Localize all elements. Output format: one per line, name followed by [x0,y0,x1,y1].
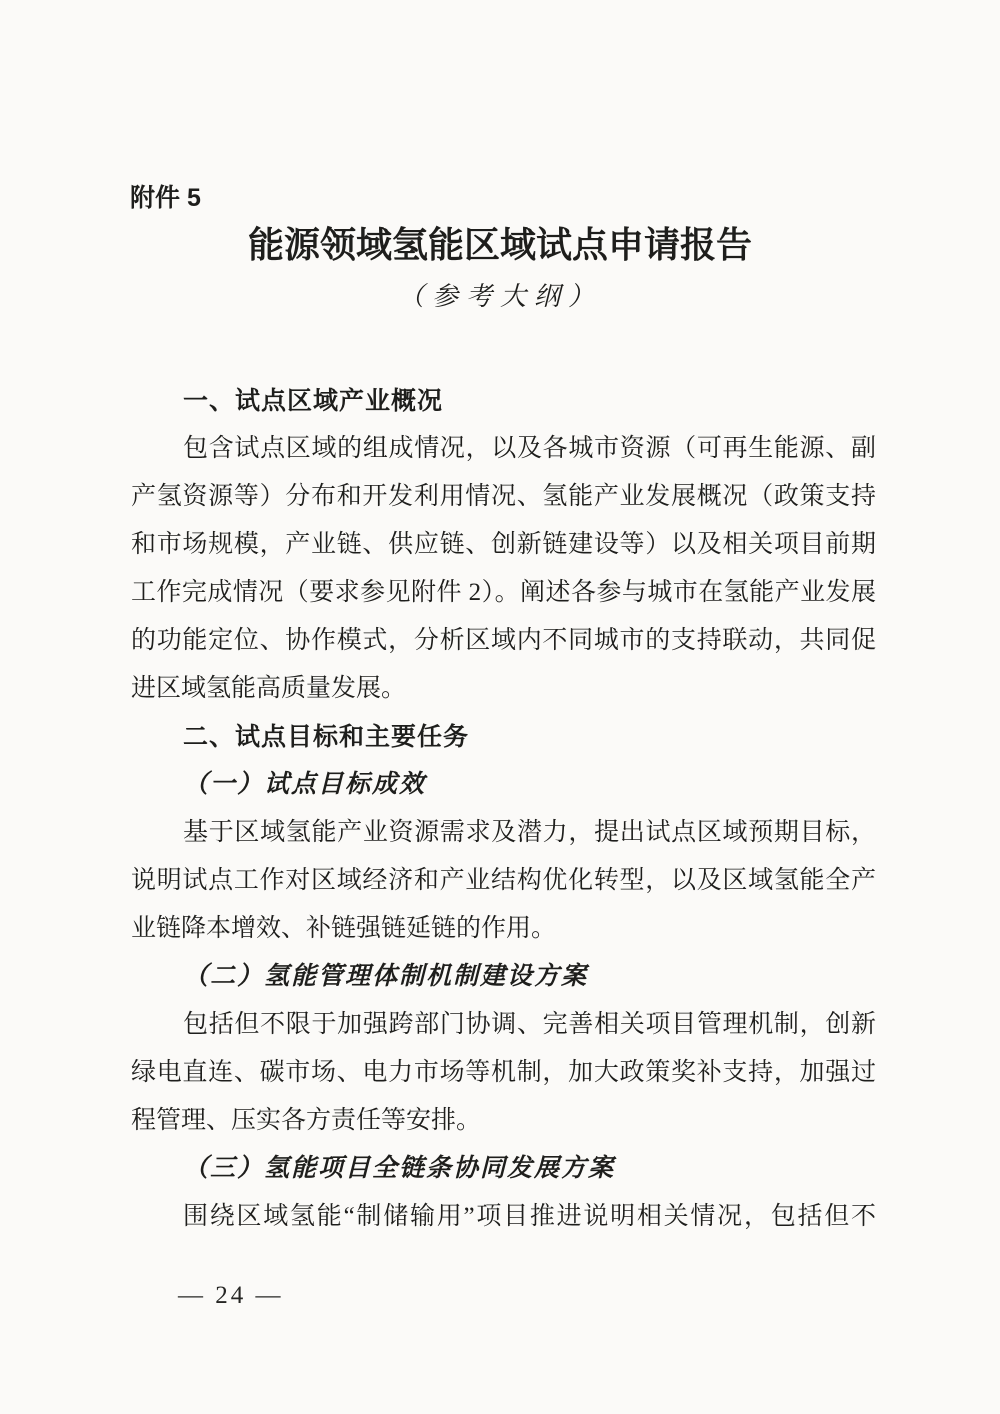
text-line: 的功能定位、协作模式，分析区域内不同城市的支持联动，共同促 [131,627,876,654]
text-line: 围绕区域氢能“制储输用”项目推进说明相关情况，包括但不 [183,1203,876,1230]
attachment-label: 附件 5 [130,184,201,212]
document-body [131,377,876,1241]
text-line: 绿电直连、碳市场、电力市场等机制，加大政策奖补支持，加强过 [131,1059,876,1086]
section-2-heading: 二、试点目标和主要任务 [183,723,470,751]
document-title: 能源领域氢能区域试点申请报告 [247,225,752,265]
document-subtitle: （参考大纲） [397,282,602,311]
section-2-3-heading: （三）氢能项目全链条协同发展方案 [183,1155,616,1182]
text-line: 包含试点区域的组成情况，以及各城市资源（可再生能源、副 [183,435,876,462]
text-line: 包括但不限于加强跨部门协调、完善相关项目管理机制，创新 [183,1011,876,1038]
text-line: 和市场规模，产业链、供应链、创新链建设等）以及相关项目前期 [131,531,876,558]
text-line: 产氢资源等）分布和开发利用情况、氢能产业发展概况（政策支持 [131,483,876,510]
text-line: 工作完成情况（要求参见附件 2）。阐述各参与城市在氢能产业发展 [131,579,876,606]
text-line: 业链降本增效、补链强链延链的作用。 [131,915,557,942]
text-line: 程管理、压实各方责任等安排。 [131,1107,482,1134]
section-2-2-paragraph [131,1001,876,1145]
section-2-1-paragraph [131,809,876,953]
text-line: 进区域氢能高质量发展。 [131,675,407,702]
section-1-paragraph [131,425,876,713]
page-number: — 24 — [178,1282,284,1309]
section-2-2-heading: （二）氢能管理体制机制建设方案 [183,963,589,990]
section-1-heading: 一、试点区域产业概况 [183,387,444,415]
text-line: 基于区域氢能产业资源需求及潜力，提出试点区域预期目标， [183,819,876,846]
section-2-1-heading: （一）试点目标成效 [183,771,427,798]
section-2-3-paragraph [131,1193,876,1241]
text-line: 说明试点工作对区域经济和产业结构优化转型，以及区域氢能全产 [131,867,876,894]
